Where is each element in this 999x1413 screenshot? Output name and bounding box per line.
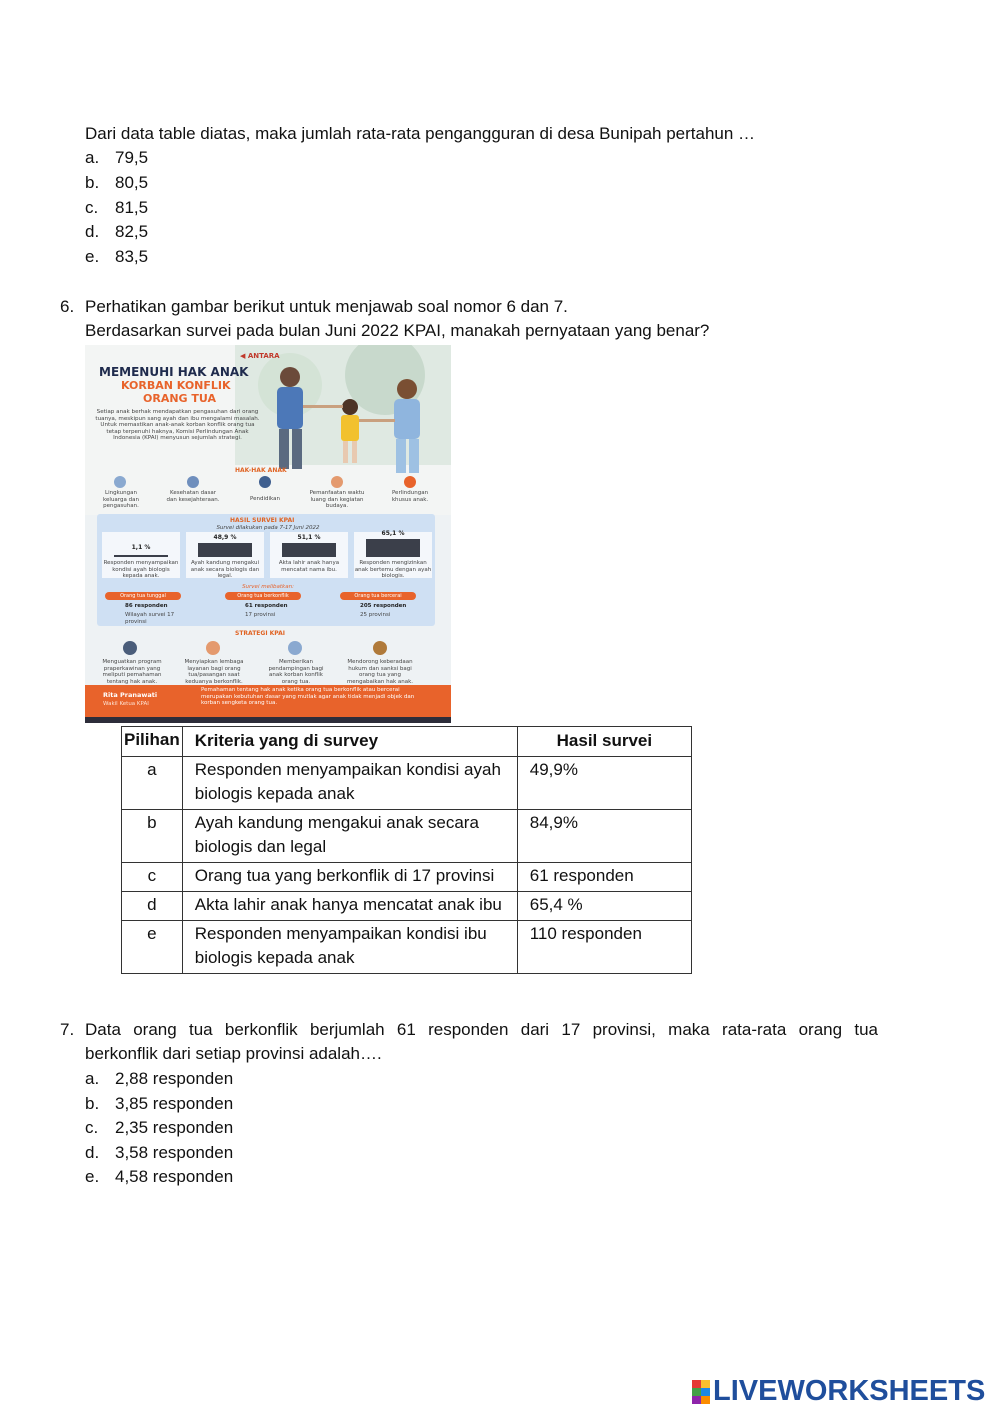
result-label-3: Akta lahir anak hanya mencatat nama ibu. bbox=[278, 560, 340, 573]
right-item-2: Kesehatan dasar dan kesejahteraan. bbox=[166, 490, 220, 503]
table-row[interactable] bbox=[122, 863, 692, 892]
q7-option-e[interactable]: e. bbox=[85, 1167, 100, 1186]
result-bar-1 bbox=[114, 555, 168, 557]
q6-number: 6. bbox=[60, 297, 75, 316]
q5-option-c-text: 81,5 bbox=[115, 198, 149, 217]
q7-option-c[interactable]: c. bbox=[85, 1118, 99, 1137]
result-bar-2 bbox=[198, 543, 252, 557]
strategy-2: Menyiapkan lembaga layanan bagi orang tua/pasangan saat keduanya berkonflik. bbox=[184, 659, 244, 685]
result-value-2: 48,9 % bbox=[213, 534, 237, 541]
q6-line1: Perhatikan gambar berikut untuk menjawab soal nomor 6 dan 7. bbox=[85, 297, 568, 316]
group-resp-3: 205 responden bbox=[360, 603, 407, 609]
group-extra-3: 25 provinsi bbox=[360, 612, 391, 618]
q6-line2: Berdasarkan survei pada bulan Juni 2022 KPAI, manakah pernyataan yang benar? bbox=[85, 321, 710, 340]
person-role: Wakil Ketua KPAI bbox=[103, 701, 149, 707]
q7-option-b-text: 3,85 responden bbox=[115, 1094, 234, 1113]
cell-pilihan: e bbox=[122, 921, 183, 974]
q5-option-a-text: 79,5 bbox=[115, 148, 149, 167]
group-pill-2: Orang tua berkonflik bbox=[225, 592, 301, 600]
q7-option-a[interactable]: a. bbox=[85, 1069, 100, 1088]
cell-kriteria: Responden menyampaikan kondisi ibu biologis kepada anak bbox=[182, 921, 517, 974]
survey-title: HASIL SURVEI KPAI bbox=[230, 517, 295, 524]
person-name: Rita Pranawati bbox=[103, 691, 158, 699]
info-title-2: KORBAN KONFLIK bbox=[121, 379, 231, 392]
col-header-hasil: Hasil survei bbox=[517, 727, 691, 757]
table-row[interactable] bbox=[122, 810, 692, 863]
cell-hasil: 65,4 % bbox=[517, 892, 691, 921]
rights-title: HAK-HAK ANAK bbox=[235, 467, 287, 474]
strategy-3: Memberikan pendampingan bagi anak korban konflik orang tua. bbox=[268, 659, 324, 685]
q7-option-d[interactable]: d. bbox=[85, 1143, 100, 1162]
q7-number: 7. bbox=[60, 1020, 75, 1039]
result-value-3: 51,1 % bbox=[297, 534, 321, 541]
q5-option-c[interactable]: c. bbox=[85, 198, 99, 217]
result-label-1: Responden menyampaikan kondisi ayah biologis kepada anak. bbox=[103, 560, 179, 579]
right-item-5: Perlindungan khusus anak. bbox=[391, 490, 429, 503]
cell-kriteria: Akta lahir anak hanya mencatat anak ibu bbox=[182, 892, 517, 921]
q7-option-c-text: 2,35 responden bbox=[115, 1118, 234, 1137]
cell-hasil: 110 responden bbox=[517, 921, 691, 974]
liveworksheets-logo[interactable] bbox=[692, 1375, 985, 1408]
liveworksheets-mark-icon bbox=[692, 1380, 710, 1404]
cell-pilihan: c bbox=[122, 863, 183, 892]
rights-icons bbox=[85, 475, 451, 489]
col-header-kriteria: Kriteria yang di survey bbox=[182, 727, 517, 757]
col-header-pilihan: Pilihan bbox=[122, 727, 183, 757]
info-intro: Setiap anak berhak mendapatkan pengasuhan dari orang tuanya, meskipun sang ayah dan ibu mengalami masalah. Untuk memastikan anak-anak korban konflik orang tua tetap terpenuhi haknya, Komisi Perlindungan Anak Indonesia (KPAI) menyusun sejumlah strategi. bbox=[95, 409, 260, 441]
q5-option-e-text: 83,5 bbox=[115, 247, 149, 266]
table-row[interactable] bbox=[122, 892, 692, 921]
cell-pilihan: d bbox=[122, 892, 183, 921]
table-row[interactable] bbox=[122, 757, 692, 810]
q7-line1: Data orang tua berkonflik berjumlah 61 responden dari 17 provinsi, maka rata-rata orang tua bbox=[85, 1020, 878, 1039]
group-resp-1: 86 responden bbox=[125, 603, 168, 609]
right-item-3: Pendidikan bbox=[250, 496, 280, 502]
strategy-title: STRATEGI KPAI bbox=[235, 630, 286, 637]
cell-kriteria: Responden menyampaikan kondisi ayah biologis kepada anak bbox=[182, 757, 517, 810]
result-value-1: 1,1 % bbox=[131, 544, 151, 551]
right-item-1: Lingkungan keluarga dan pengasuhan. bbox=[103, 490, 139, 509]
result-label-2: Ayah kandung mengakui anak secara biologis dan legal. bbox=[190, 560, 260, 579]
result-label-4: Responden mengizinkan anak bertemu dengan ayah biologis. bbox=[354, 560, 432, 579]
cell-pilihan: b bbox=[122, 810, 183, 863]
q7-line2: berkonflik dari setiap provinsi adalah…. bbox=[85, 1044, 382, 1063]
cell-kriteria: Orang tua yang berkonflik di 17 provinsi bbox=[182, 863, 517, 892]
q5-option-d[interactable]: d. bbox=[85, 222, 100, 241]
cell-pilihan: a bbox=[122, 757, 183, 810]
result-value-4: 65,1 % bbox=[381, 530, 405, 537]
group-resp-2: 61 responden bbox=[245, 603, 288, 609]
q5-option-e[interactable]: e. bbox=[85, 247, 100, 266]
q5-option-d-text: 82,5 bbox=[115, 222, 149, 241]
cell-hasil: 84,9% bbox=[517, 810, 691, 863]
logo-text: LIVEWORKSHEETS bbox=[713, 1375, 986, 1407]
q7-option-a-text: 2,88 responden bbox=[115, 1069, 234, 1088]
q7-option-b[interactable]: b. bbox=[85, 1094, 100, 1113]
q5-question: Dari data table diatas, maka jumlah rata-rata pengangguran di desa Bunipah pertahun … bbox=[85, 124, 756, 143]
cell-hasil: 61 responden bbox=[517, 863, 691, 892]
table-row[interactable] bbox=[122, 921, 692, 974]
q5-option-b-text: 80,5 bbox=[115, 173, 149, 192]
strategy-icons bbox=[85, 639, 451, 657]
survey-table bbox=[121, 726, 692, 974]
info-title-1: MEMENUHI HAK ANAK bbox=[99, 365, 249, 379]
right-item-4: Pemanfaatan waktu luang dan kegiatan budaya. bbox=[309, 490, 365, 509]
involved-title: Survei melibatkan: bbox=[242, 584, 294, 590]
result-bar-3 bbox=[282, 543, 336, 557]
q5-option-a[interactable]: a. bbox=[85, 148, 100, 167]
q7-option-d-text: 3,58 responden bbox=[115, 1143, 234, 1162]
strategy-4: Mendorong keberadaan hukum dan sanksi bagi orang tua yang mengabaikan hak anak. bbox=[346, 659, 414, 685]
brand-label: ◀ ANTARA bbox=[240, 352, 280, 360]
group-pill-1: Orang tua tunggal bbox=[105, 592, 181, 600]
kpai-infographic bbox=[85, 345, 451, 723]
group-extra-1: Wilayah survei 17 provinsi bbox=[125, 612, 175, 625]
result-bar-4 bbox=[366, 539, 420, 557]
survey-subtitle: Survei dilakukan pada 7-17 Juni 2022 bbox=[216, 525, 320, 531]
group-extra-2: 17 provinsi bbox=[245, 612, 276, 618]
person-quote: Pemahaman tentang hak anak ketika orang tua berkonflik atau bercerai merupakan kebutuhan dasar yang mutlak agar anak tidak menjadi objek dan korban sengketa orang tua. bbox=[201, 687, 415, 706]
info-title-3: ORANG TUA bbox=[143, 392, 217, 405]
credit-bar bbox=[85, 717, 451, 723]
q7-option-e-text: 4,58 responden bbox=[115, 1167, 234, 1186]
cell-kriteria: Ayah kandung mengakui anak secara biologis dan legal bbox=[182, 810, 517, 863]
cell-hasil: 49,9% bbox=[517, 757, 691, 810]
group-pill-3: Orang tua bercerai bbox=[340, 592, 416, 600]
strategy-1: Menguatkan program praperkawinan yang meliputi pemahaman tentang hak anak. bbox=[102, 659, 162, 685]
table-header-row bbox=[122, 727, 692, 757]
q5-option-b[interactable]: b. bbox=[85, 173, 100, 192]
